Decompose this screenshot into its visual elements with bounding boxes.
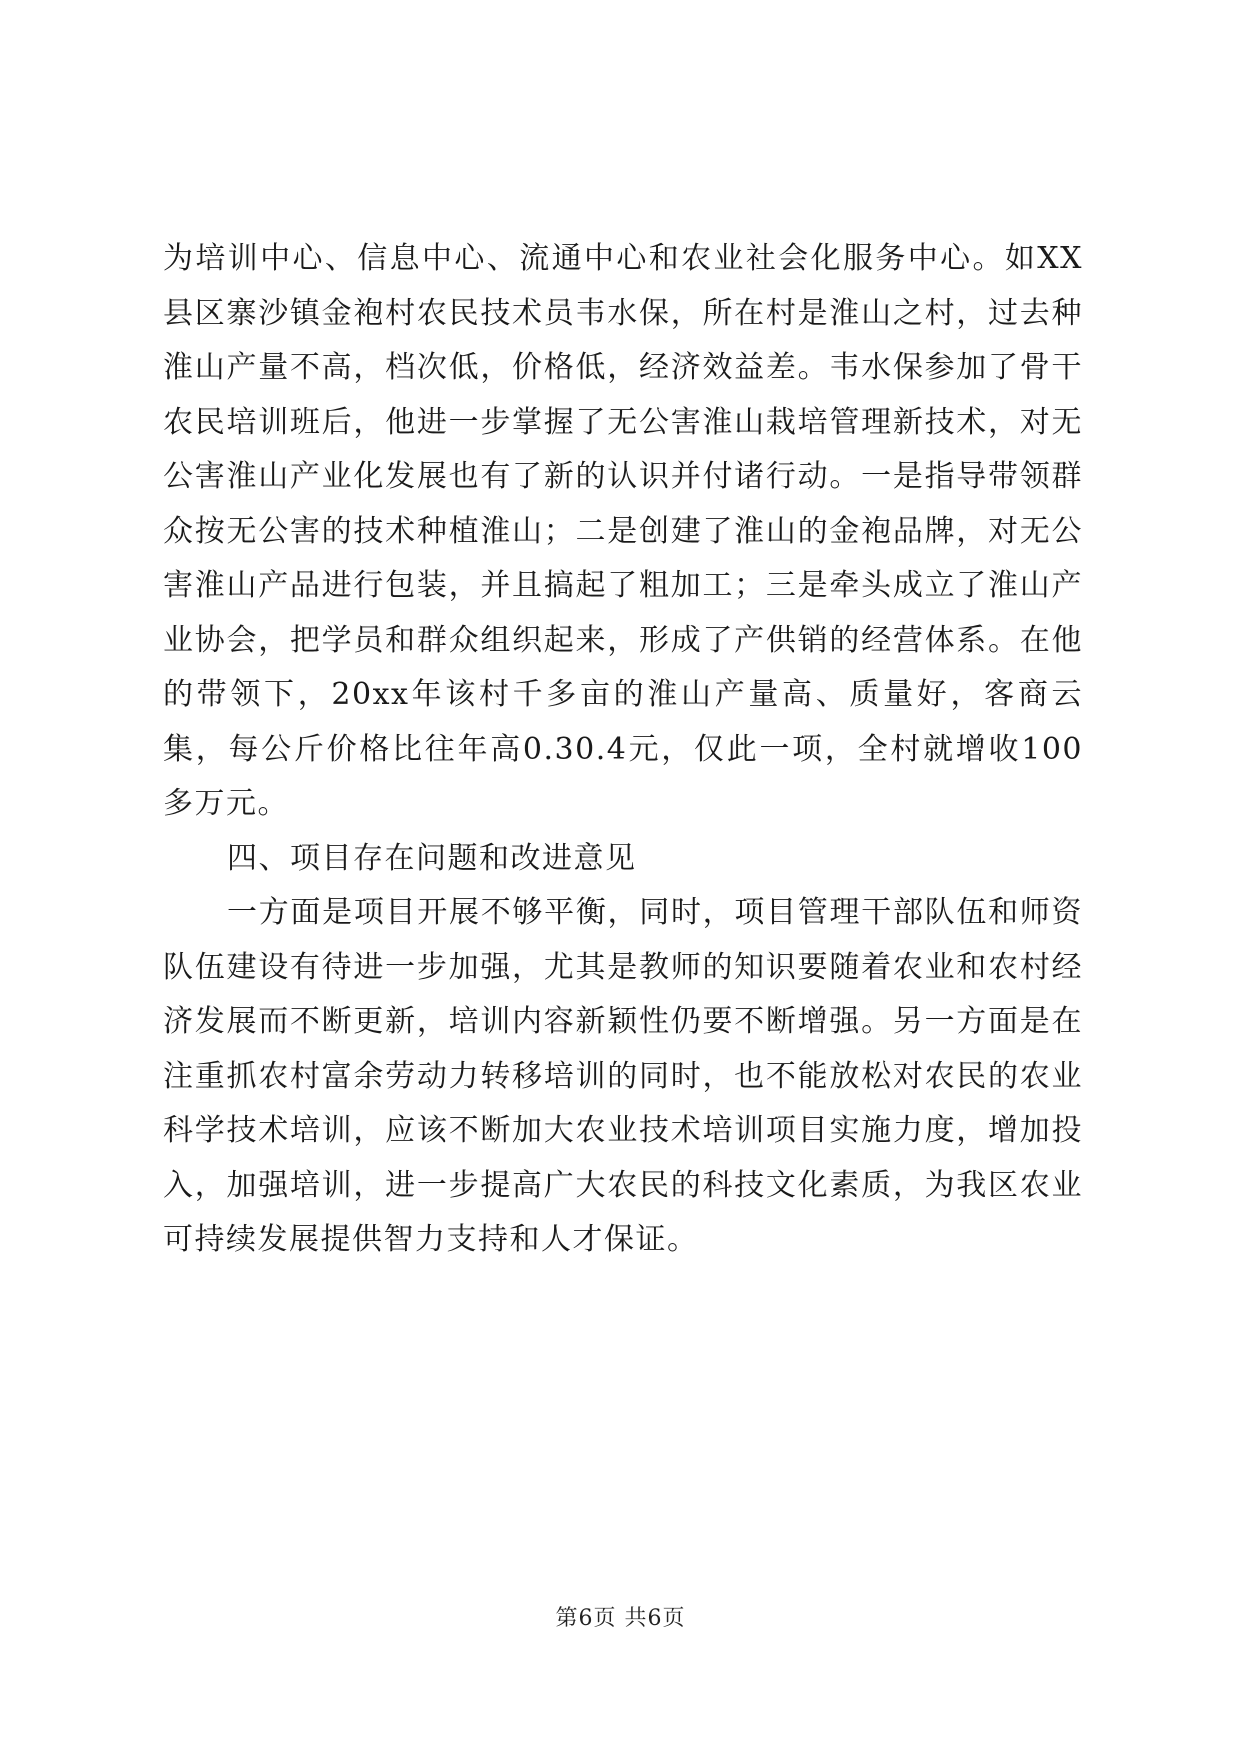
paragraph-improvements: 一方面是项目开展不够平衡，同时，项目管理干部队伍和师资队伍建设有待进一步加强，尤其是教师的知识要随着农业和农村经济发展而不断更新，培训内容新颖性仍要不断增强。另一方面是在注重抓农村富余劳动力转移培训的同时，也不能放松对农民的农业科学技术培训，应该不断加大农业技术培训项目实施力度，增加投入，加强培训，进一步提高广大农民的科技文化素质，为我区农业可持续发展提供智力支持和人才保证。 bbox=[163, 895, 1083, 1257]
page-number-footer: 第6页 共6页 bbox=[555, 1606, 686, 1631]
section-heading: 四、项目存在问题和改进意见 bbox=[227, 840, 637, 876]
paragraph-case-study: 为培训中心、信息中心、流通中心和农业社会化服务中心。如XX县区寨沙镇金袍村农民技术员韦水保，所在村是淮山之村，过去种淮山产量不高，档次低，价格低，经济效益差。韦水保参加了骨干农民培训班后，他进一步掌握了无公害淮山栽培管理新技术，对无公害淮山产业化发展也有了新的认识并付诸行动。一是指导带领群众按无公害的技术种植淮山；二是创建了淮山的金袍品牌，对无公害淮山产品进行包装，并且搞起了粗加工；三是牵头成立了淮山产业协会，把学员和群众组织起来，形成了产供销的经营体系。在他的带领下，20xx年该村千多亩的淮山产量高、质量好，客商云集，每公斤价格比往年高0.30.4元，仅此一项，全村就增收100多万元。 bbox=[163, 241, 1083, 821]
document-body bbox=[163, 232, 1083, 1268]
